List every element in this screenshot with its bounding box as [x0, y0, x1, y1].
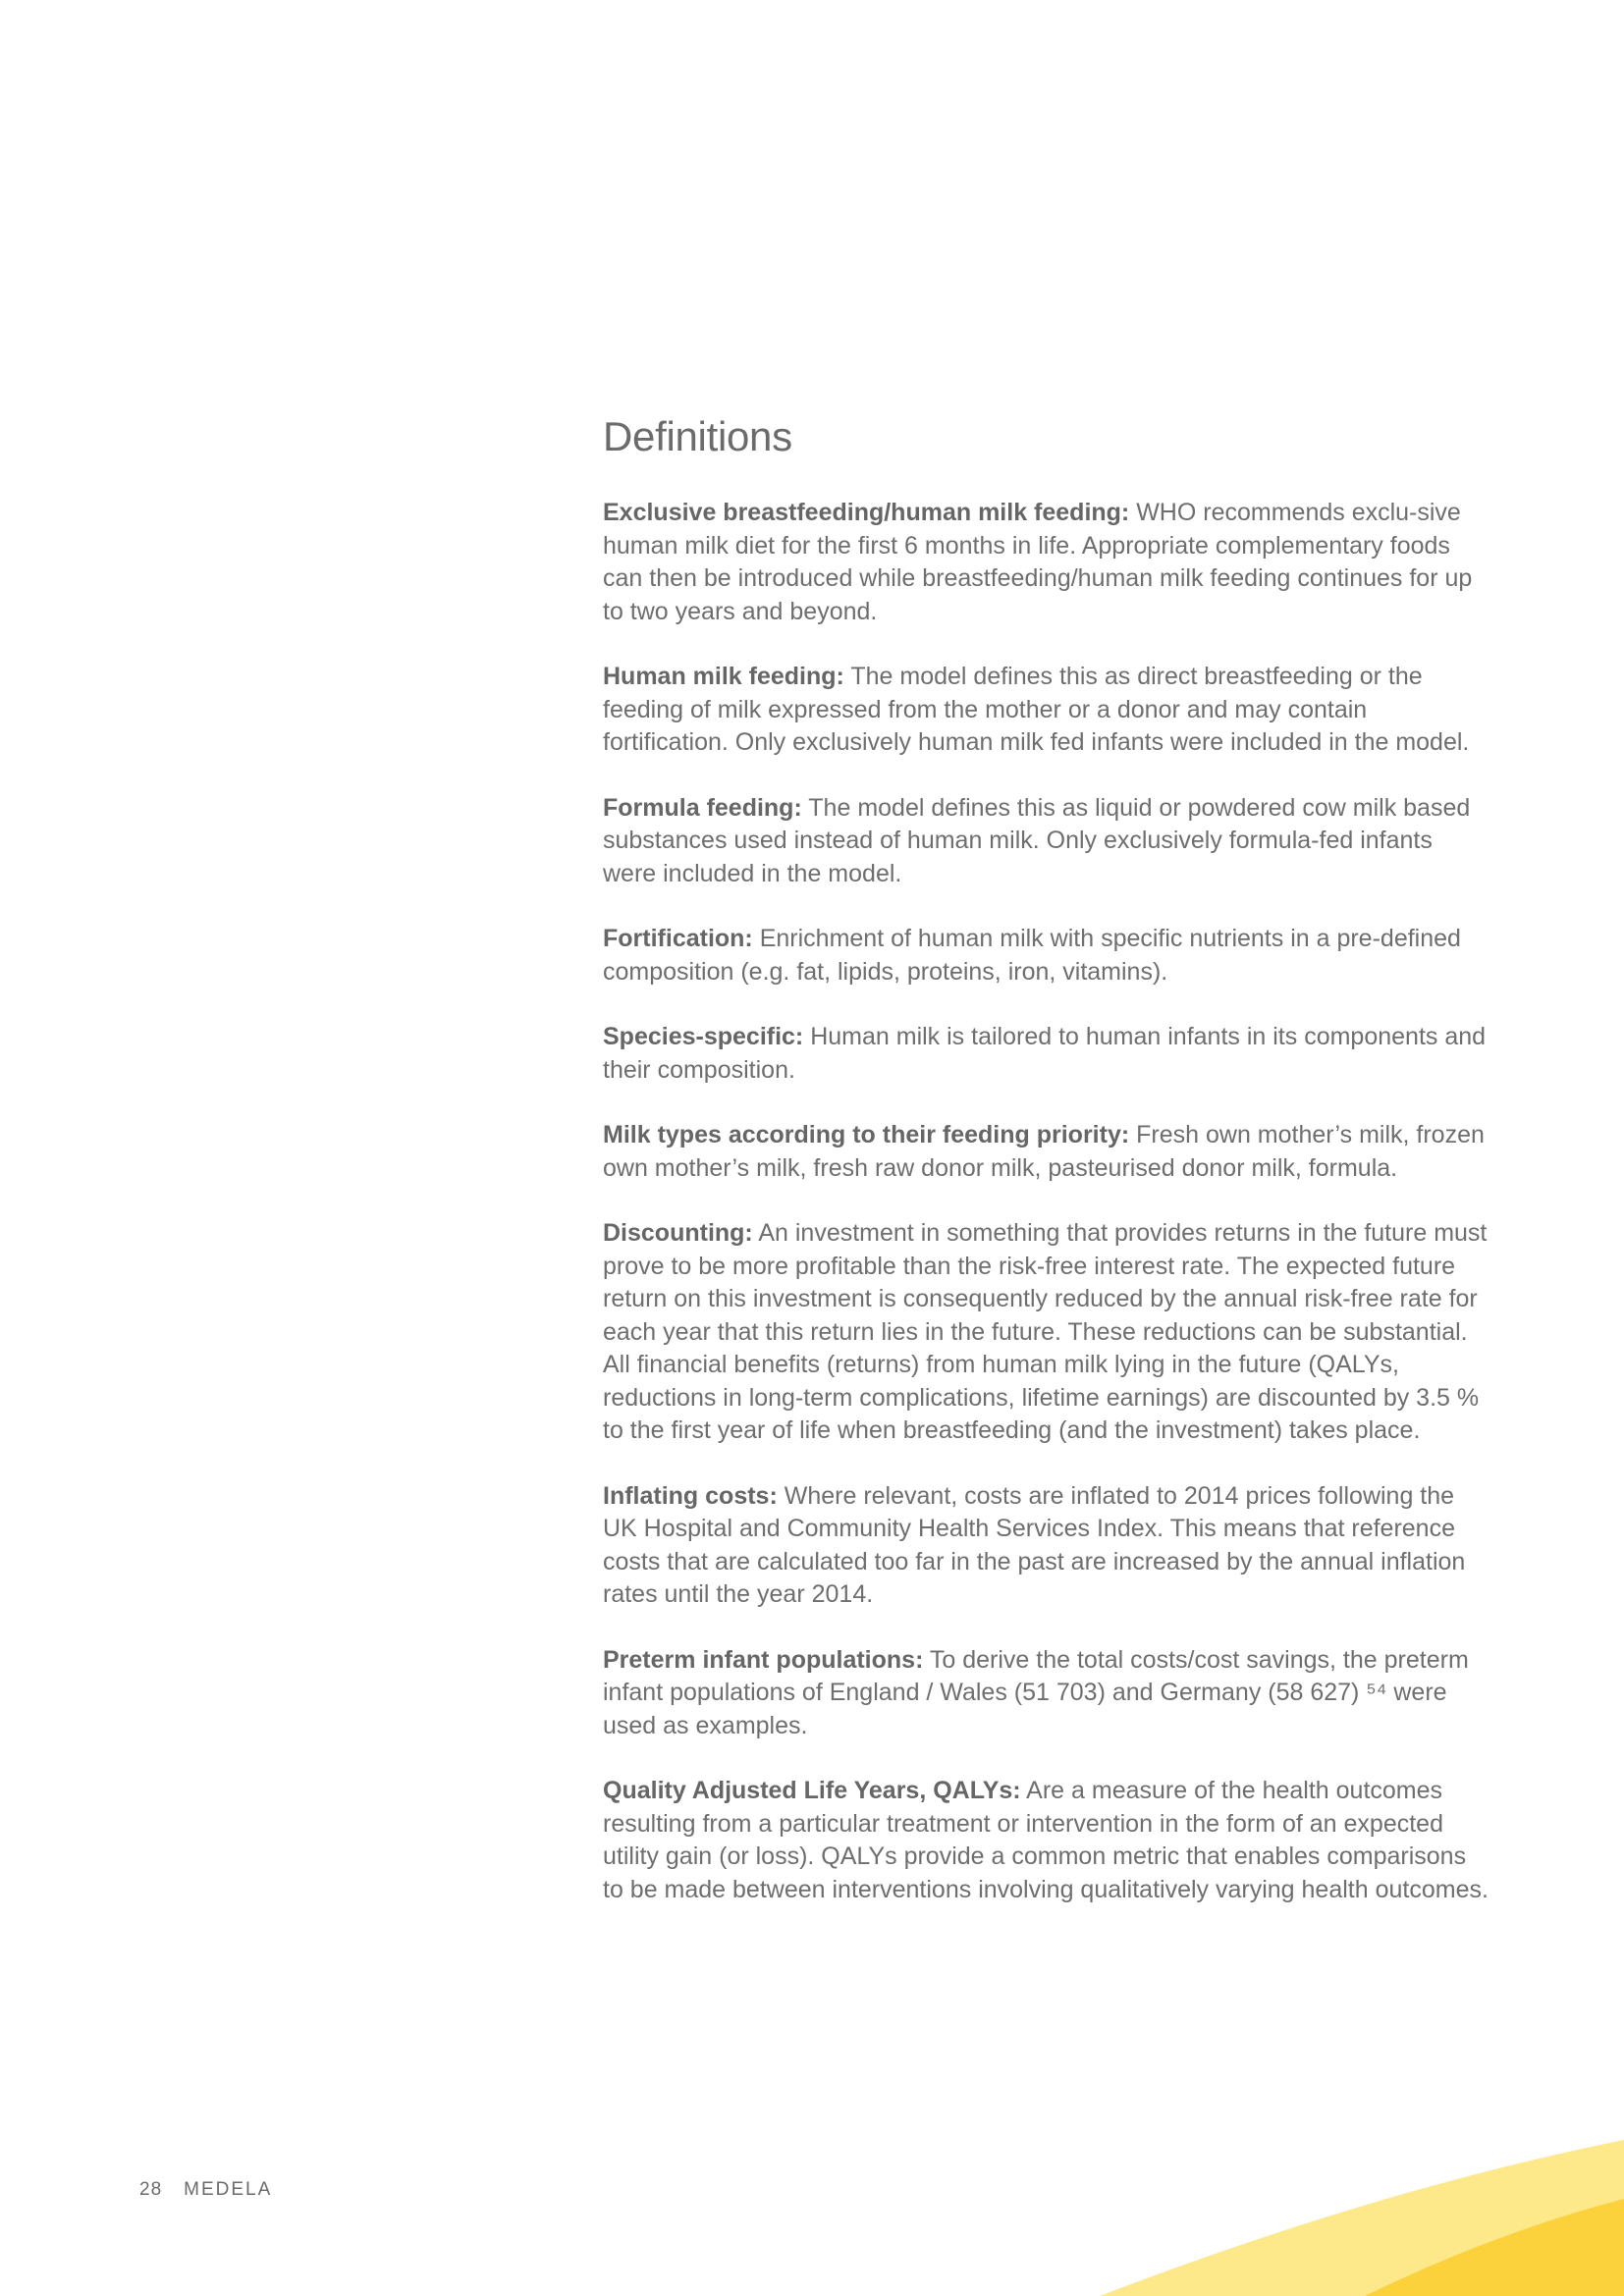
swoosh-dark-band — [1365, 2199, 1624, 2296]
definition-term: Quality Adjusted Life Years, QALYs: — [603, 1777, 1021, 1805]
definition-milk-types — [603, 1119, 1491, 1185]
definition-fortification — [603, 923, 1491, 988]
swoosh-light-band — [1100, 2140, 1624, 2296]
definition-human-milk-feeding — [603, 661, 1491, 760]
definition-term: Inflating costs: — [603, 1481, 778, 1510]
definition-text: An investment in something that provides returns in the future must prove to be more profitable than the risk-free interest rate. The expected future return on this investment is consequently reduced by the annual risk-free rate for each year that this return lies in the future. These reductions can be substantial. All financial benefits (returns) from human milk lying in the future (QALYs, reductions in long-term complications, lifetime earnings) are discounted by 3.5 % to the first year of life when breastfeeding (and the investment) takes place. — [603, 1219, 1488, 1445]
definition-term: Formula feeding: — [603, 793, 802, 822]
definition-inflating-costs — [603, 1480, 1491, 1612]
definition-preterm-populations — [603, 1644, 1491, 1743]
definition-species-specific — [603, 1021, 1491, 1087]
definition-text: Are a measure of the health outcomes resulting from a particular treatment or intervention in the form of an expected utility gain (or loss). QALYs provide a common metric that enables comparisons to be made between interventions involving qualitatively varying health outcomes. — [603, 1777, 1489, 1903]
definition-text: WHO recommends exclu-sive human milk diet for the first 6 months in life. Appropriate complementary foods can then be introduced while breastfeeding/human milk feeding continues for up to two years and beyond. — [603, 499, 1473, 625]
definition-text: The model defines this as direct breastfeeding or the feeding of milk expressed from the mother or a donor and may contain fortification. Only exclusively human milk fed infants were included in the model. — [603, 663, 1470, 757]
definition-text: Enrichment of human milk with specific nutrients in a pre-defined composition (e.g. fat, lipids, proteins, iron, vitamins). — [603, 925, 1461, 986]
definition-qalys — [603, 1775, 1491, 1906]
definition-term: Human milk feeding: — [603, 663, 844, 691]
page-title: Definitions — [603, 413, 792, 459]
definition-text: Fresh own mother’s milk, frozen own mother’s milk, fresh raw donor milk, pasteurised donor milk, formula. — [603, 1121, 1485, 1182]
footer-brand: MEDELA — [184, 2179, 273, 2200]
definition-discounting — [603, 1217, 1491, 1448]
definition-text: Where relevant, costs are inflated to 2014 prices following the UK Hospital and Community Health Services Index. This means that reference costs that are calculated too far in the past are increased by the annual inflation rates until the year 2014. — [603, 1481, 1466, 1609]
definition-term: Species-specific: — [603, 1023, 804, 1051]
definition-formula-feeding — [603, 792, 1491, 891]
definitions-section — [603, 412, 1491, 1939]
page-number: 28 — [139, 2179, 163, 2200]
definition-term: Milk types according to their feeding priority: — [603, 1121, 1130, 1149]
page-footer — [139, 2179, 272, 2201]
definition-term: Preterm infant populations: — [603, 1645, 924, 1674]
definition-term: Exclusive breastfeeding/human milk feeding: — [603, 499, 1130, 527]
definition-text: The model defines this as liquid or powdered cow milk based substances used instead of human milk. Only exclusively formula-fed infants were included in the model. — [603, 793, 1471, 887]
definition-term: Fortification: — [603, 925, 753, 953]
definition-text: Human milk is tailored to human infants in its components and their composition. — [603, 1023, 1487, 1084]
definition-text: To derive the total costs/cost savings, the preterm infant populations of England / Wales (51 703) and Germany (58 627) ⁵⁴ were used as examples. — [603, 1645, 1469, 1739]
definition-term: Discounting: — [603, 1219, 753, 1248]
definition-exclusive-breastfeeding — [603, 497, 1491, 628]
